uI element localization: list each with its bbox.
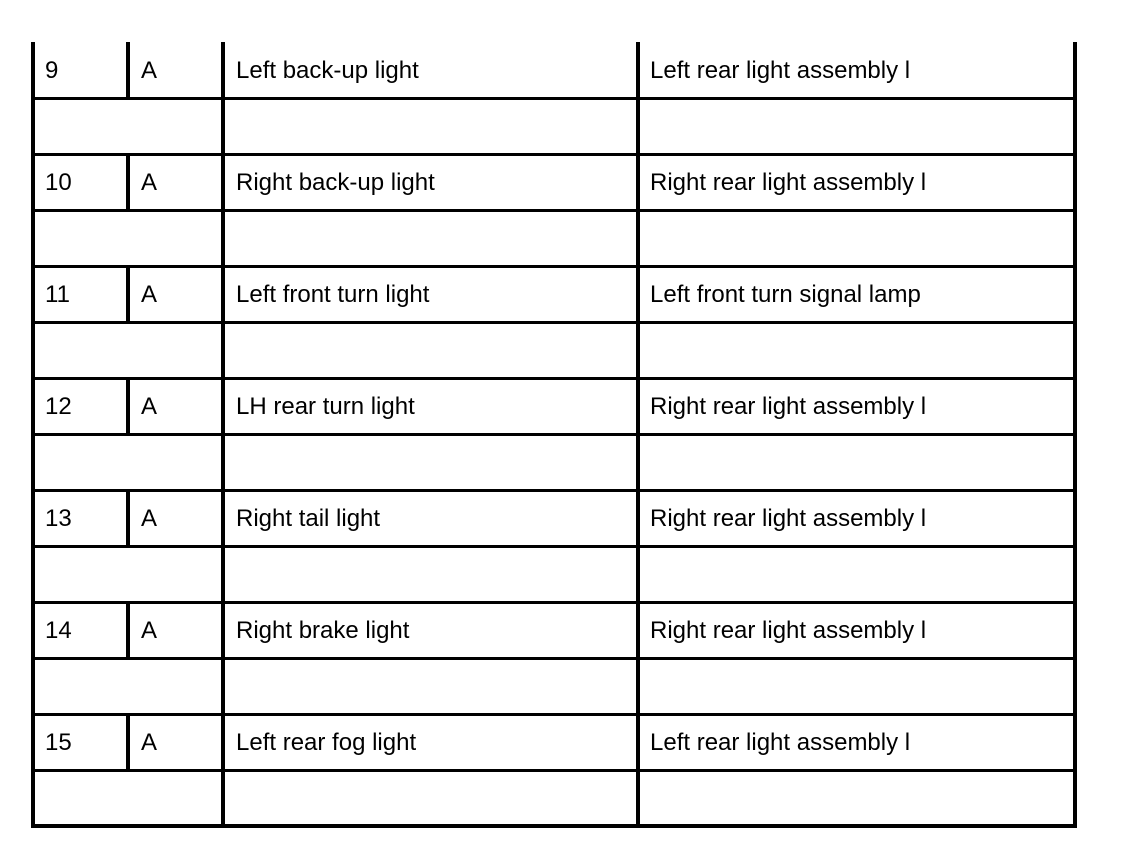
fuse-row-group	[31, 266, 1079, 378]
fuse-row-group	[31, 490, 1079, 602]
fuse-rating-cell: A	[141, 729, 158, 756]
fuse-row-group	[31, 154, 1079, 266]
table-bottom-border	[31, 824, 1077, 828]
fuse-rating-cell: A	[141, 617, 158, 644]
fuse-number-cell: 11	[45, 281, 70, 308]
fuse-function-cell: Left front turn light	[236, 281, 430, 308]
row-divider	[31, 545, 1077, 548]
fuse-function-cell: Right brake light	[236, 617, 410, 644]
column-divider	[126, 42, 130, 98]
fuse-number-cell: 15	[45, 729, 72, 756]
fuse-component-cell: Right rear light assembly l	[650, 505, 927, 532]
fuse-function-cell: Left back-up light	[236, 57, 419, 84]
row-divider	[31, 97, 1077, 100]
fuse-function-cell: Left rear fog light	[236, 729, 417, 756]
fuse-number-cell: 12	[45, 393, 72, 420]
fuse-component-cell: Right rear light assembly l	[650, 393, 927, 420]
fuse-component-cell: Right rear light assembly l	[650, 169, 927, 196]
fuse-number-cell: 13	[45, 505, 72, 532]
fuse-rating-cell: A	[141, 169, 158, 196]
fuse-function-cell: LH rear turn light	[236, 393, 415, 420]
column-divider	[126, 490, 130, 546]
fuse-rating-cell: A	[141, 393, 158, 420]
row-divider	[31, 769, 1077, 772]
fuse-table	[31, 42, 1079, 828]
fuse-rating-cell: A	[141, 505, 158, 532]
fuse-function-cell: Right tail light	[236, 505, 381, 532]
fuse-rating-cell: A	[141, 281, 158, 308]
fuse-row-group	[31, 378, 1079, 490]
row-divider	[31, 433, 1077, 436]
fuse-number-cell: 9	[45, 57, 59, 84]
column-divider	[126, 714, 130, 770]
column-divider	[126, 602, 130, 658]
fuse-number-cell: 14	[45, 617, 72, 644]
row-divider	[31, 657, 1077, 660]
column-divider	[126, 266, 130, 322]
fuse-number-cell: 10	[45, 169, 72, 196]
fuse-component-cell: Left rear light assembly l	[650, 57, 911, 84]
column-divider	[126, 378, 130, 434]
fuse-row-group	[31, 42, 1079, 154]
fuse-component-cell: Right rear light assembly l	[650, 617, 927, 644]
fuse-row-group	[31, 714, 1079, 828]
row-divider	[31, 209, 1077, 212]
fuse-component-cell: Left front turn signal lamp	[650, 281, 921, 308]
fuse-row-group	[31, 602, 1079, 714]
fuse-function-cell: Right back-up light	[236, 169, 435, 196]
fuse-component-cell: Left rear light assembly l	[650, 729, 911, 756]
row-divider	[31, 321, 1077, 324]
fuse-rating-cell: A	[141, 57, 158, 84]
column-divider	[126, 154, 130, 210]
